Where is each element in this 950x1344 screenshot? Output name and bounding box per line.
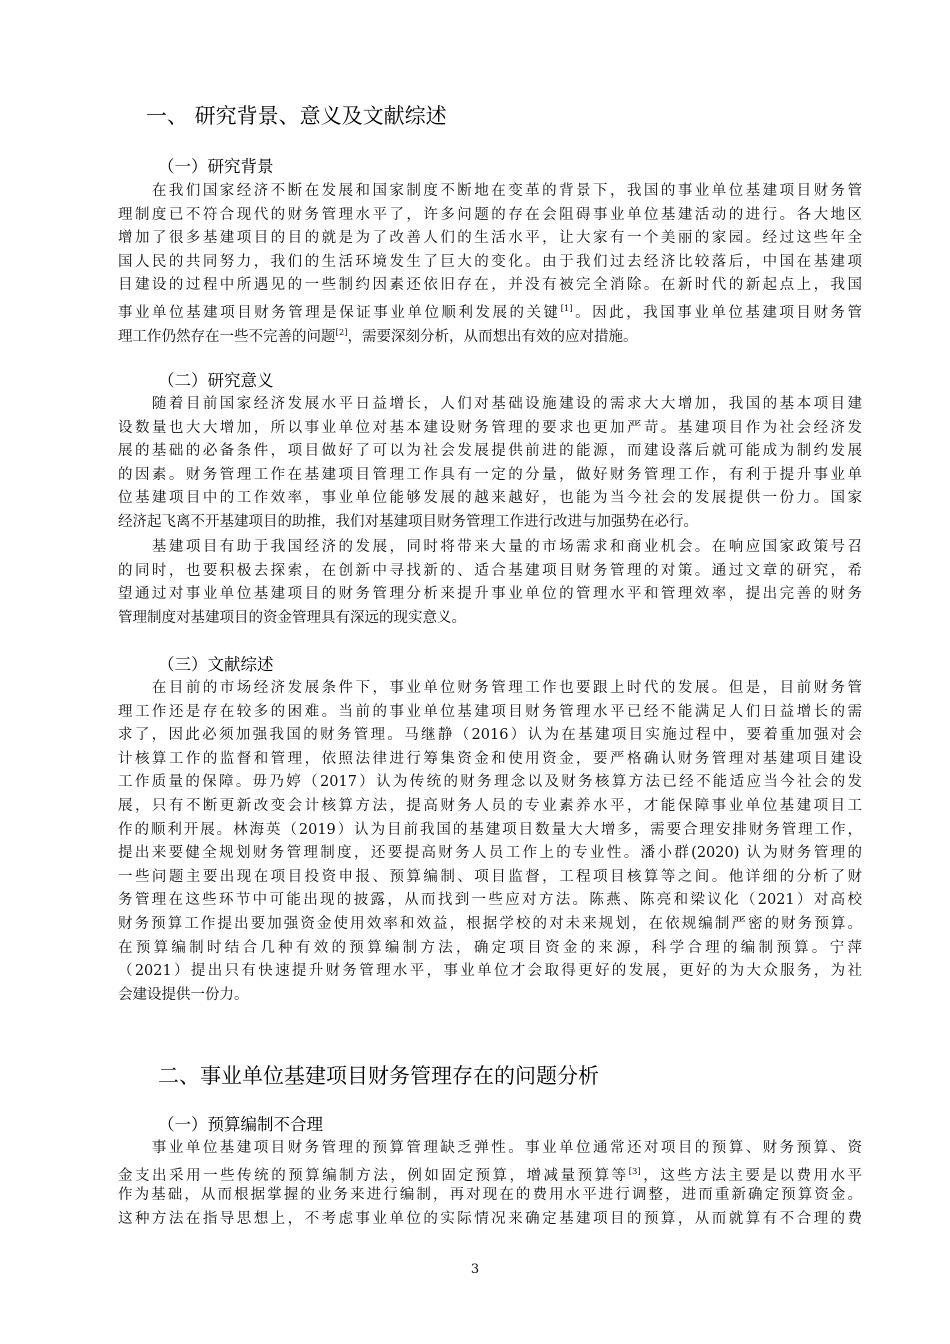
text-line: 理工作还是存在较多的困难。当前的事业单位基建项目财务管理水平已经不能满足人们日益增长的需 bbox=[118, 703, 862, 720]
text-line: 理制度已不符合现代的财务管理水平了，许多问题的存在会阻碍事业单位基建活动的进行。各大地区 bbox=[118, 206, 862, 223]
text-line: 目建设的过程中所遇见的一些制约因素还依旧存在，并没有被完全消除。在新时代的新起点上，我国 bbox=[118, 277, 862, 294]
text-line: 会建设提供一份力。 bbox=[118, 986, 249, 1003]
text-segment: 事业单位基建项目财务管理是保证事业单位顺利发展的关键 bbox=[118, 304, 561, 321]
page-number: 3 bbox=[470, 1262, 480, 1277]
text-line: 经济起飞离不开基建项目的助推，我们对基建项目财务管理工作进行改进与加强势在必行。 bbox=[118, 513, 698, 530]
text-line: 望通过对事业单位基建项目的财务管理分析来提升事业单位的管理水平和管理效率，提出完善的财务 bbox=[118, 586, 862, 603]
text-line-with-citation bbox=[118, 1161, 862, 1185]
text-line: 事业单位基建项目财务管理的预算管理缺乏弹性。事业单位通常还对项目的预算、财务预算、资 bbox=[118, 1140, 862, 1156]
text-line: 基建项目有助于我国经济的发展，同时将带来大量的市场需求和商业机会。在响应国家政策号召 bbox=[118, 539, 862, 555]
text-line: 一些问题主要出现在项目投资申报、预算编制、项目监督，工程项目核算等之间。他详细的分析了财 bbox=[118, 868, 862, 885]
text-line: 展的基础的必备条件，项目做好了可以为社会发展提供前进的能源，而建设落后就可能成为制约发展 bbox=[118, 443, 862, 460]
text-segment: 金支出采用一些传统的预算编制方法，例如固定预算，增减量预算等 bbox=[118, 1167, 629, 1184]
text-line: 在我们国家经济不断在发展和国家制度不断地在变革的背景下，我国的事业单位基建项目财务管 bbox=[118, 183, 862, 199]
text-line: 这种方法在指导思想上，不考虑事业单位的实际情况来确定基建项目的预算，从而就算有不合理的费 bbox=[118, 1210, 862, 1227]
text-line: 计核算工作的监督和管理，依照法律进行筹集资金和使用资金，要严格确认财务管理对基建项目建设 bbox=[118, 750, 862, 767]
text-line: 随着目前国家经济发展水平日益增长，人们对基础设施建设的需求大大增加，我国的基本项目建 bbox=[118, 396, 862, 412]
text-line: 设数量也大大增加，所以事业单位对基本建设财务管理的要求也更加严苛。基建项目作为社会经济发 bbox=[118, 419, 862, 436]
text-line: 国人民的共同努力，我们的生活环境发生了巨大的变化。由于我们过去经济比较落后，中国在基建项 bbox=[118, 253, 862, 270]
text-line: 在预算编制时结合几种有效的预算编制方法，确定项目资金的来源，科学合理的编制预算。宁萍 bbox=[118, 939, 862, 956]
paragraph-significance-2 bbox=[118, 536, 862, 630]
subsection-heading-literature: （三）文献综述 bbox=[158, 655, 274, 674]
text-line: （2021）提出只有快速提升财务管理水平，事业单位才会取得更好的发展，更好的为大众服务，为社 bbox=[118, 963, 862, 980]
text-line: 作的顺利开展。林海英（2019）认为目前我国的基建项目数量大大增多，需要合理安排财务管理工作， bbox=[118, 821, 862, 838]
citation-ref: [3] bbox=[628, 1166, 641, 1177]
paragraph-background bbox=[118, 180, 862, 345]
text-line: 求了，因此必须加强我国的财务管理。马继静（2016）认为在基建项目实施过程中，要着重加强对会 bbox=[118, 727, 862, 744]
paragraph-literature bbox=[118, 677, 862, 1007]
paragraph-budget bbox=[118, 1137, 862, 1231]
text-line: 管理制度对基建项目的资金管理具有深远的现实意义。 bbox=[118, 609, 466, 626]
text-segment: 。因此，我国事业单位基建项目财务管 bbox=[572, 304, 863, 321]
section-heading-2: 二、事业单位基建项目财务管理存在的问题分析 bbox=[158, 1064, 599, 1088]
text-segment: ，这些方法主要是以费用水平 bbox=[640, 1167, 863, 1184]
text-line: 增加了很多基建项目的目的就是为了改善人们的生活水平，让大家有一个美丽的家园。经过这些年全 bbox=[118, 230, 862, 247]
citation-ref: [2] bbox=[335, 327, 348, 338]
text-segment: 理工作仍然存在一些不完善的问题 bbox=[118, 328, 336, 345]
text-line: 工作质量的保障。毋乃婷（2017）认为传统的财务理念以及财务核算方法已经不能适应当今社会的发 bbox=[118, 774, 862, 791]
text-line: 务管理在这些环节中可能出现的披露，从而找到一些应对方法。陈燕、陈亮和梁议化（2021）对高校 bbox=[118, 892, 862, 909]
subsection-heading-significance: （二）研究意义 bbox=[158, 371, 274, 390]
text-line: 的同时，也要积极去探索，在创新中寻找新的、适合基建项目财务管理的对策。通过文章的研究，希 bbox=[118, 562, 862, 579]
text-line: 在目前的市场经济发展条件下，事业单位财务管理工作也要跟上时代的发展。但是，目前财务管 bbox=[118, 680, 862, 696]
subsection-heading-background: （一）研究背景 bbox=[158, 157, 274, 176]
text-line: 作为基础，从而根据掌握的业务来进行编制，再对现在的费用水平进行调整，进而重新确定预算资金。 bbox=[118, 1187, 862, 1204]
text-line: 财务预算工作提出要加强资金使用效率和效益，根据学校的对未来规划，在依规编制严密的财务预算。 bbox=[118, 915, 862, 932]
text-line: 展，只有不断更新改变会计核算方法，提高财务人员的专业素养水平，才能保障事业单位基建项目工 bbox=[118, 797, 862, 814]
text-line-with-citation bbox=[118, 298, 862, 322]
text-line: 位基建项目中的工作效率，事业单位能够发展的越来越好，也能为当今社会的发展提供一份力。国家 bbox=[118, 490, 862, 507]
text-line: 提出来要健全规划财务管理制度，还要提高财务人员工作上的专业性。潘小群(2020) 认为财务管理的 bbox=[118, 845, 862, 862]
section-heading-1: 一、 研究背景、意义及文献综述 bbox=[146, 104, 447, 128]
paragraph-significance-1 bbox=[118, 393, 862, 535]
citation-ref: [1] bbox=[560, 303, 573, 314]
text-line-with-citation bbox=[118, 322, 862, 346]
text-line: 的因素。财务管理工作在基建项目管理工作具有一定的分量，做好财务管理工作，有利于提升事业单 bbox=[118, 466, 862, 483]
subsection-heading-budget: （一）预算编制不合理 bbox=[158, 1115, 323, 1134]
text-segment: ，需要深刻分析，从而想出有效的应对措施。 bbox=[347, 328, 638, 345]
